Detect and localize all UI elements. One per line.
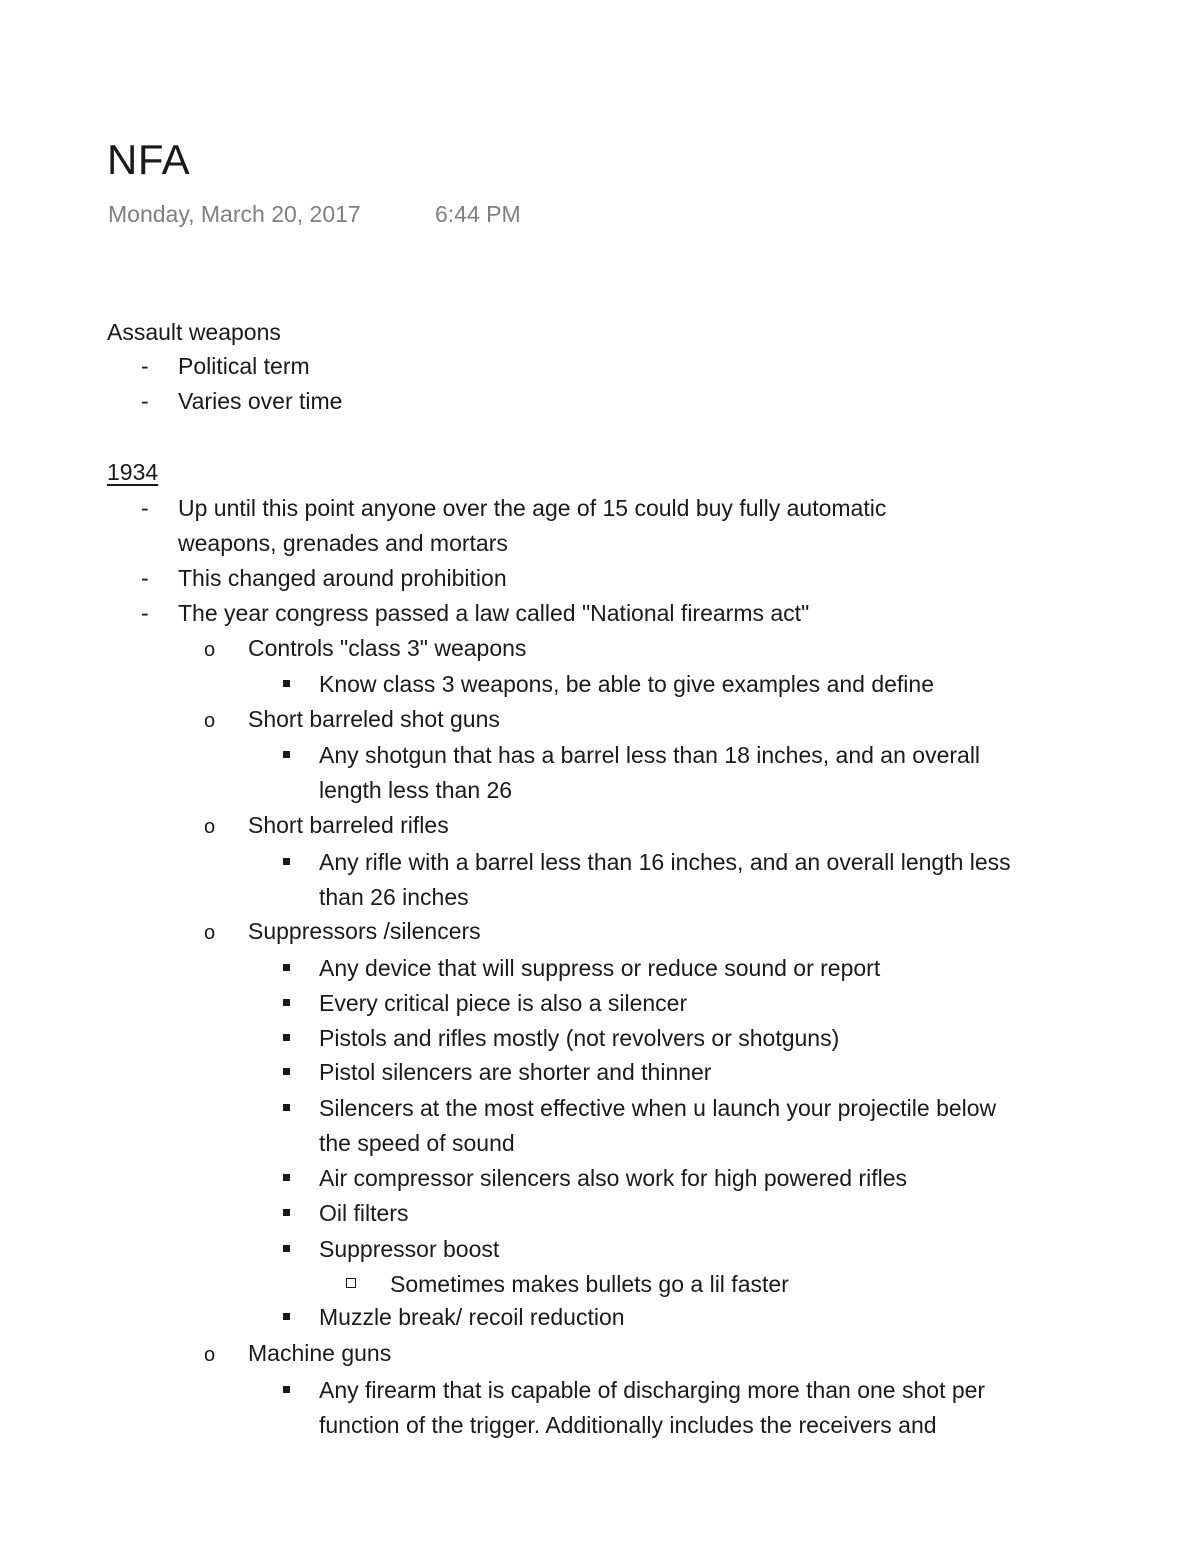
sub-point: Every critical piece is also a silencer xyxy=(319,990,688,1016)
dash-bullet: - xyxy=(141,565,149,591)
square-bullet xyxy=(283,1386,290,1393)
sub-point: Any rifle with a barrel less than 16 inches, and an overall length less xyxy=(319,849,1011,875)
square-bullet xyxy=(283,858,290,865)
square-bullet xyxy=(283,1209,290,1216)
sub-point-continued: the speed of sound xyxy=(319,1130,515,1156)
circle-bullet: o xyxy=(204,816,216,838)
sub-point: Suppressor boost xyxy=(319,1236,500,1262)
section-heading-assault-weapons: Assault weapons xyxy=(107,319,281,345)
square-bullet xyxy=(283,1245,290,1252)
square-bullet xyxy=(283,999,290,1006)
square-bullet xyxy=(283,1068,290,1075)
dash-bullet: - xyxy=(141,388,149,414)
sub-item: Short barreled rifles xyxy=(248,812,449,838)
sub-point: Any firearm that is capable of discharging more than one shot per xyxy=(319,1377,986,1403)
square-bullet xyxy=(283,1104,290,1111)
circle-bullet: o xyxy=(204,710,216,732)
list-item: The year congress passed a law called "National firearms act" xyxy=(178,600,810,626)
note-date: Monday, March 20, 2017 xyxy=(108,201,361,227)
sub-point: Oil filters xyxy=(319,1200,409,1226)
square-bullet xyxy=(283,1034,290,1041)
sub-point: Any device that will suppress or reduce sound or report xyxy=(319,955,881,981)
note-time: 6:44 PM xyxy=(435,201,521,227)
sub-item: Suppressors /silencers xyxy=(248,918,481,944)
sub-item: Machine guns xyxy=(248,1340,392,1366)
list-item-continued: weapons, grenades and mortars xyxy=(178,530,508,556)
sub-point: Know class 3 weapons, be able to give examples and define xyxy=(319,671,935,697)
square-bullet xyxy=(283,680,290,687)
dash-bullet: - xyxy=(141,600,149,626)
sub-sub-point: Sometimes makes bullets go a lil faster xyxy=(390,1271,789,1297)
page-title: NFA xyxy=(107,136,191,183)
square-bullet xyxy=(283,1174,290,1181)
sub-point: Pistols and rifles mostly (not revolvers or shotguns) xyxy=(319,1025,840,1051)
circle-bullet: o xyxy=(204,639,216,661)
dash-bullet: - xyxy=(141,495,149,521)
sub-point: Muzzle break/ recoil reduction xyxy=(319,1304,625,1330)
section-heading-1934: 1934 xyxy=(107,459,159,485)
square-bullet xyxy=(283,1313,290,1320)
list-item: Political term xyxy=(178,353,310,379)
sub-item: Controls "class 3" weapons xyxy=(248,635,527,661)
sub-point: Air compressor silencers also work for high powered rifles xyxy=(319,1165,907,1191)
sub-point: Any shotgun that has a barrel less than 18 inches, and an overall xyxy=(319,742,981,768)
sub-point-continued: function of the trigger. Additionally includes the receivers and xyxy=(319,1412,937,1438)
sub-point-continued: length less than 26 xyxy=(319,777,513,803)
circle-bullet: o xyxy=(204,922,216,944)
dash-bullet: - xyxy=(141,353,149,379)
sub-item: Short barreled shot guns xyxy=(248,706,500,732)
list-item: This changed around prohibition xyxy=(178,565,507,591)
circle-bullet: o xyxy=(204,1344,216,1366)
list-item: Up until this point anyone over the age of 15 could buy fully automatic xyxy=(178,495,887,521)
list-item: Varies over time xyxy=(178,388,343,414)
sub-point-continued: than 26 inches xyxy=(319,884,469,910)
hollow-square-bullet xyxy=(346,1278,356,1288)
sub-point: Pistol silencers are shorter and thinner xyxy=(319,1059,712,1085)
square-bullet xyxy=(283,964,290,971)
square-bullet xyxy=(283,751,290,758)
sub-point: Silencers at the most effective when u launch your projectile below xyxy=(319,1095,997,1121)
